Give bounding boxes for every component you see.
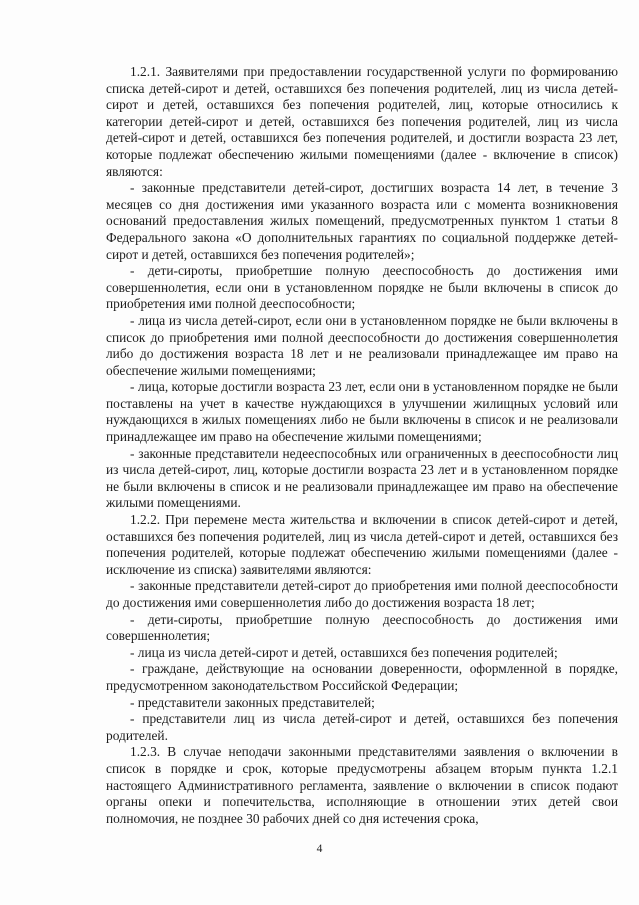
paragraph-list-item: - законные представители детей-сирот до приобретения ими полной дееспособности до достижения ими совершеннолетия либо до достижения возраста 18 лет; (106, 578, 618, 610)
paragraph-list-item: - граждане, действующие на основании доверенности, оформленной в порядке, предусмотренном законодательством Российской Федерации; (106, 661, 618, 693)
paragraph-list-item: - представители законных представителей; (130, 694, 375, 710)
paragraph-list-item: - законные представители детей-сирот, достигших возраста 14 лет, в течение 3 месяцев со дня достижения ими указанного возраста или с момента возникновения оснований предоставления жилых помещений, предусмотренных пунктом 1 статьи 8 Федерального закона «О дополнительных гарантиях по социальной поддержке детей-сирот и детей, оставшихся без попечения родителей»; (106, 180, 618, 262)
paragraph-list-item: - законные представители недееспособных или ограниченных в дееспособности лиц из числа детей-сирот, лиц, которые достигли возраста 23 лет и в установленном порядке не были включены в список и не реализовали принадлежащее им право на обеспечение жилыми помещениями. (106, 445, 618, 511)
paragraph-list-item: - дети-сироты, приобретшие полную дееспособность до достижения ими совершеннолетия, если они в установленном порядке не были включены в список до приобретения ими полной дееспособности; (106, 263, 618, 312)
paragraph-1-2-2: 1.2.2. При перемене места жительства и включении в список детей-сирот и детей, оставшихся без попечения родителей, лиц из числа детей-сирот и детей, оставшихся без попечения родителей, которые подлежат обеспечению жилыми помещениями (далее - исключение из списка) заявителями являются: (106, 512, 618, 577)
paragraph-list-item: - лица из числа детей-сирот, если они в установленном порядке не были включены в список до приобретения ими полной дееспособности до достижения совершеннолетия либо до достижения возраста 18 лет и не реализовали принадлежащее им право на обеспечение жилыми помещениями; (106, 312, 618, 378)
paragraph-1-2-1: 1.2.1. Заявителями при предоставлении государственной услуги по формированию списка детей-сирот и детей, оставшихся без попечения родителей, лиц из числа детей-сирот и детей, оставшихся без попечения родителей, лиц, которые относились к категории детей-сирот и детей, оставшихся без попечения родителей, лиц из числа детей-сирот и детей, оставшихся без попечения родителей, и достигли возраста 23 лет, которые подлежат обеспечению жилыми помещениями (далее - включение в список) являются: (106, 64, 618, 179)
paragraph-list-item: - дети-сироты, приобретшие полную дееспособность до достижения ими совершеннолетия; (106, 611, 618, 644)
paragraph-list-item: - представители лиц из числа детей-сирот и детей, оставшихся без попечения родителей. (106, 711, 618, 743)
paragraph-1-2-3: 1.2.3. В случае неподачи законными представителями заявления о включении в список в порядке и срок, которые предусмотрены абзацем вторым пункта 1.2.1 настоящего Административного регламента, заявление о включении в список подают органы опеки и попечительства, исполняющие в отношении этих детей свои полномочия, не позднее 30 рабочих дней со дня истечения срока, (106, 744, 618, 826)
paragraph-list-item: - лица, которые достигли возраста 23 лет, если они в установленном порядке не были поставлены на учет в качестве нуждающихся в улучшении жилищных условий или нуждающихся в жилых помещениях либо не были включены в список и не реализовали принадлежащее им право на обеспечение жилыми помещениями; (106, 379, 618, 445)
page-number: 4 (316, 843, 323, 855)
document-body (106, 64, 618, 827)
paragraph-list-item: - лица из числа детей-сирот и детей, оставшихся без попечения родителей; (130, 644, 558, 660)
